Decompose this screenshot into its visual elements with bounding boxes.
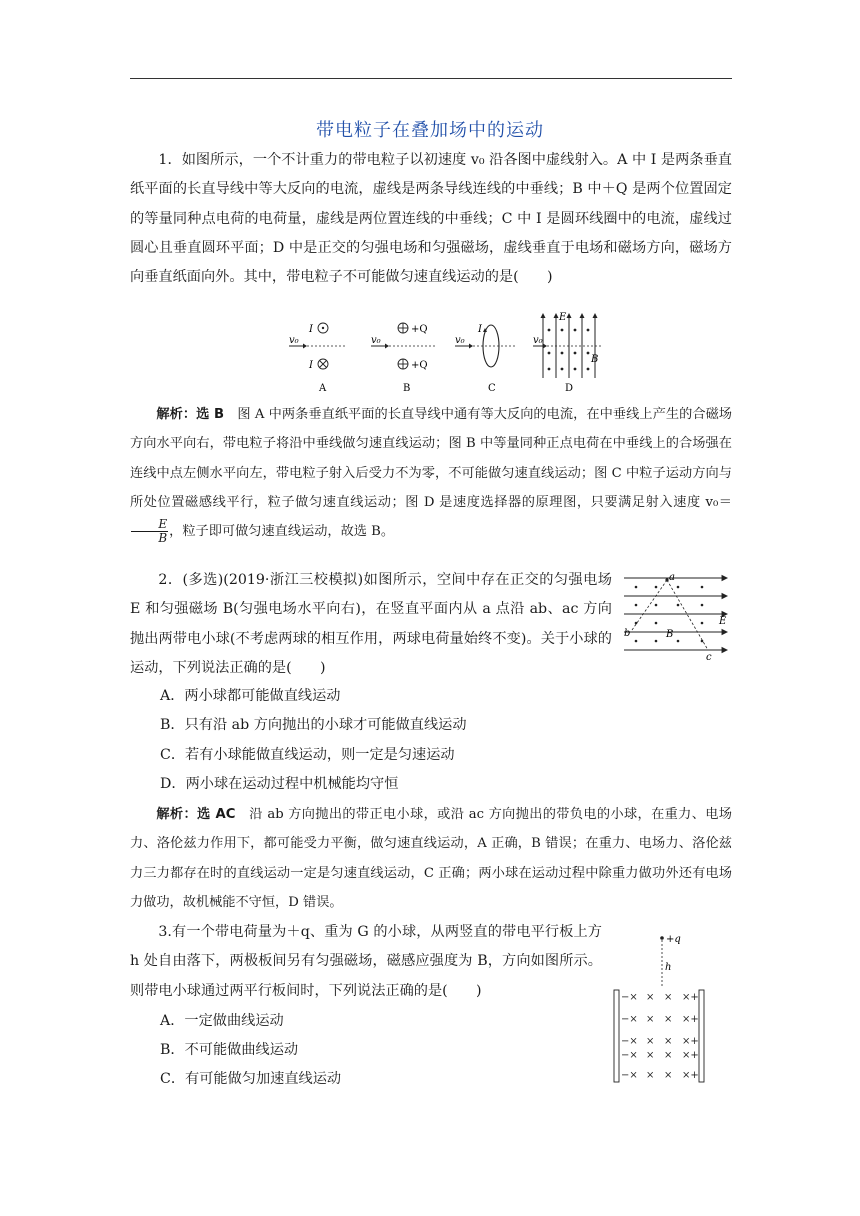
charge-q-label: +q [666, 934, 681, 945]
q2-option-c: C．若有小球能做直线运动，则一定是匀速运动 [160, 747, 455, 763]
header-rule [130, 78, 732, 79]
q2-option-b: B．只有沿 ab 方向抛出的小球才可能做直线运动 [160, 717, 467, 733]
q1-fraction [131, 518, 168, 545]
frac-denominator: B [158, 531, 168, 546]
svg-text:×: × [664, 1070, 673, 1081]
q2-stem: 2．(多选)(2019·浙江三校模拟)如图所示，空间中存在正交的匀强电场 E 和匀强磁场 B(匀强电场水平向右)，在竖直平面内从 a 点沿 ab、ac 方向抛出两带电小球(不考虑两球的相互作用，两球电荷量始终不变)。关于小球的运动，下列说法正确的是( ) [130, 572, 612, 676]
q3-option-b: B．不可能做曲线运动 [160, 1042, 299, 1058]
svg-text:−×: −× [621, 1036, 638, 1047]
v0-label-a: v₀ [289, 335, 299, 346]
svg-text:−×: −× [621, 1070, 638, 1081]
q1-solution-tail: ，粒子即可做匀速直线运动，故选 B。 [169, 524, 395, 540]
svg-text:×+: ×+ [682, 1014, 699, 1025]
field-e-label-2: E [719, 616, 727, 627]
q3-option-a: A．一定做曲线运动 [160, 1013, 284, 1029]
charge-label-top: +Q [411, 324, 428, 335]
field-b-label: B [591, 354, 599, 365]
q3-option-c: C．有可能做匀加速直线运动 [160, 1071, 342, 1087]
height-h-label: h [665, 962, 672, 973]
svg-text:×: × [664, 1036, 673, 1047]
q1-fig-b [371, 323, 435, 394]
svg-text:×: × [664, 1014, 673, 1025]
q1-fig-d [533, 312, 602, 394]
frac-numerator: E [131, 518, 168, 532]
point-b-label: b [624, 628, 631, 639]
current-label-c: I [478, 324, 482, 335]
q1-fig-a [289, 323, 347, 394]
q1-figure [287, 308, 617, 398]
point-a-label: a [669, 572, 675, 583]
svg-text:−×: −× [621, 992, 638, 1003]
svg-text:×: × [646, 1070, 655, 1081]
svg-text:−×: −× [621, 1014, 638, 1025]
q1-stem: 1．如图所示，一个不计重力的带电粒子以初速度 v₀ 沿各图中虚线射入。A 中 I 是两条垂直纸平面的长直导线中等大反向的电流，虚线是两条导线连线的中垂线；B 中＋Q 是两个位置固定的等量同种点电荷的电荷量，虚线是两位置连线的中垂线；C 中 I 是圆环线圈中的电流，虚线过圆心且垂直圆环平面；D 中是正交的匀强电场和匀强磁场，虚线垂直于电场和磁场方向，磁场方向垂直纸面向外。其中，带电粒子不可能做匀速直线运动的是( ) [130, 152, 732, 286]
fig-label-a: A [319, 383, 327, 394]
v0-label-b: v₀ [371, 335, 381, 346]
field-e-label: E [559, 312, 567, 323]
svg-text:×+: ×+ [682, 1050, 699, 1061]
svg-text:×: × [646, 1014, 655, 1025]
fig-label-c: C [488, 383, 496, 394]
svg-text:×+: ×+ [682, 992, 699, 1003]
svg-text:×: × [664, 992, 673, 1003]
q1-solution-head: 解析：选 B [156, 407, 225, 422]
svg-text:×: × [664, 1050, 673, 1061]
current-label-a-top: I [309, 324, 313, 335]
svg-text:×+: ×+ [682, 1070, 699, 1081]
q3-stem: 3.有一个带电荷量为＋q、重为 G 的小球，从两竖直的带电平行板上方 h 处自由落下，两极板间另有匀强磁场，磁感应强度为 B，方向如图所示。则带电小球通过两平行板间时，下列说法正确的是( ) [130, 924, 602, 999]
svg-text:−×: −× [621, 1050, 638, 1061]
q2-figure [622, 570, 732, 662]
fig-label-b: B [403, 383, 411, 394]
svg-text:×+: ×+ [682, 1036, 699, 1047]
point-c-label: c [706, 652, 712, 662]
charge-label-bottom: +Q [411, 360, 428, 371]
q1-solution-body: 图 A 中两条垂直纸平面的长直导线中通有等大反向的电流，在中垂线上产生的合磁场方向水平向右，带电粒子将沿中垂线做匀速直线运动；图 B 中等量同种正点电荷在中垂线上的合场强在连线中点左侧水平向左，带电粒子射入后受力不为零，不可能做匀速直线运动；图 C 中粒子运动方向与所处位置磁感线平行，粒子做匀速直线运动；图 D 是速度选择器的原理图，只要满足射入速度 v₀＝ [130, 407, 732, 510]
v0-label-c: v₀ [455, 335, 465, 346]
q2-solution [130, 800, 732, 917]
q2-solution-body: 沿 ab 方向抛出的带正电小球，或沿 ac 方向抛出的带负电的小球，在重力、电场力、洛伦兹力作用下，都可能受力平衡，做匀速直线运动，A 正确，B 错误；在重力、电场力、洛伦兹力三力都存在时的直线运动一定是匀速直线运动，C 正确；两小球在运动过程中除重力做功外还有电场力做功，故机械能不守恒，D 错误。 [130, 807, 732, 910]
q2-solution-head: 解析：选 AC [156, 807, 236, 822]
q1-solution [130, 400, 732, 546]
q3-figure [612, 926, 708, 1086]
fig-label-d: D [565, 383, 574, 394]
v0-label-d: v₀ [533, 335, 543, 346]
svg-text:×: × [646, 992, 655, 1003]
q2-option-a: A．两小球都可能做直线运动 [160, 688, 341, 704]
q2-option-d: D．两小球在运动过程中机械能均守恒 [160, 776, 399, 792]
q1-fig-c [455, 324, 517, 394]
svg-text:×: × [646, 1050, 655, 1061]
svg-text:×: × [646, 1036, 655, 1047]
field-b-label-2: B [666, 629, 674, 640]
current-label-a-bottom: I [309, 360, 313, 371]
page-title: 带电粒子在叠加场中的运动 [316, 120, 544, 141]
